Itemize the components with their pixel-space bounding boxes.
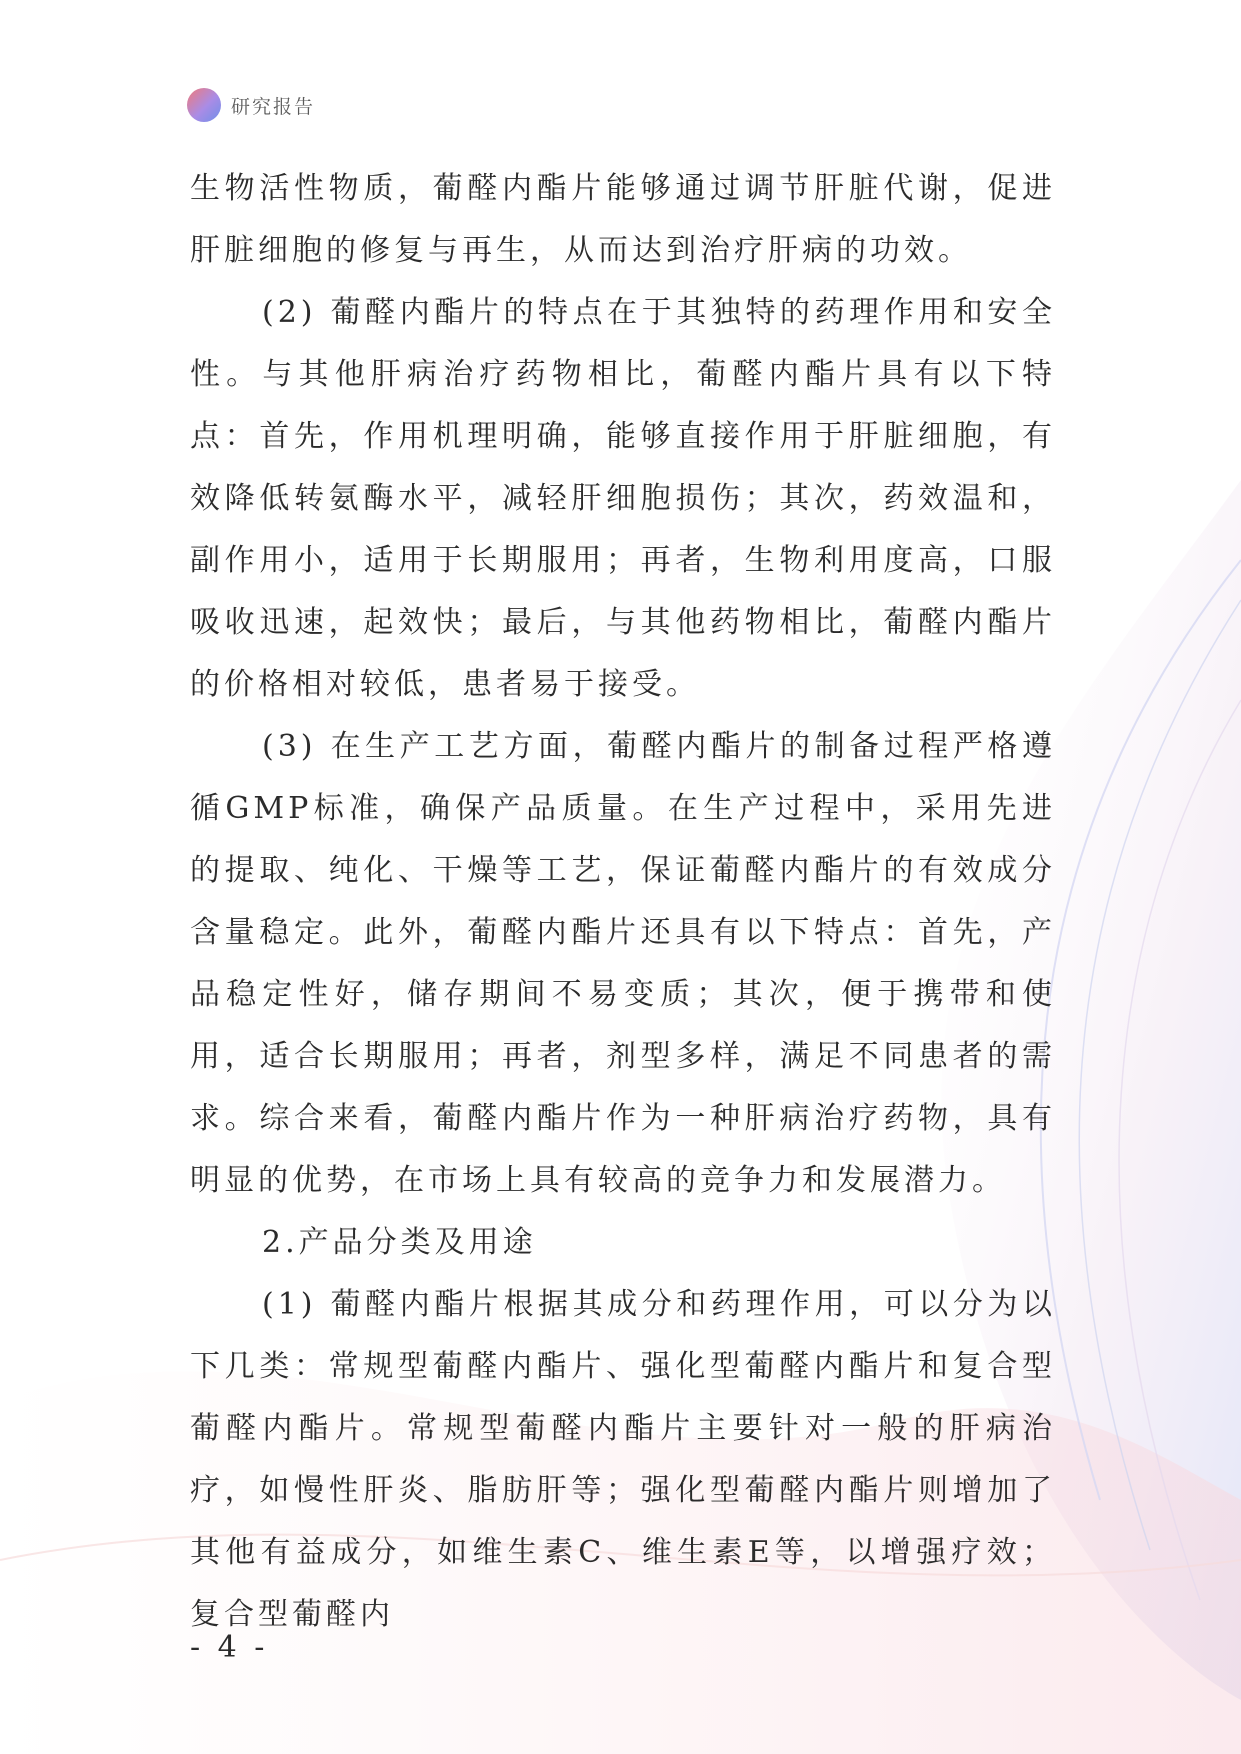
document-body <box>190 158 1056 1646</box>
paragraph-4: (1) 葡醛内酯片根据其成分和药理作用，可以分为以下几类：常规型葡醛内酯片、强化型葡醛内酯片和复合型葡醛内酯片。常规型葡醛内酯片主要针对一般的肝病治疗，如慢性肝炎、脂肪肝等；强化型葡醛内酯片则增加了其他有益成分，如维生素C、维生素E等，以增强疗效；复合型葡醛内 <box>190 1287 1056 1632</box>
paragraph-1: 生物活性物质，葡醛内酯片能够通过调节肝脏代谢，促进肝脏细胞的修复与再生，从而达到治疗肝病的功效。 <box>190 171 1056 268</box>
report-header <box>187 88 315 122</box>
paragraph-2: (2) 葡醛内酯片的特点在于其独特的药理作用和安全性。与其他肝病治疗药物相比，葡醛内酯片具有以下特点：首先，作用机理明确，能够直接作用于肝脏细胞，有效降低转氨酶水平，减轻肝细胞损伤；其次，药效温和，副作用小，适用于长期服用；再者，生物利用度高，口服吸收迅速，起效快；最后，与其他药物相比，葡醛内酯片的价格相对较低，患者易于接受。 <box>190 295 1056 702</box>
section-heading: 2.产品分类及用途 <box>262 1225 537 1260</box>
logo-icon <box>187 88 221 122</box>
page-number: - 4 - <box>190 1630 269 1665</box>
header-title: 研究报告 <box>231 95 316 118</box>
paragraph-3: (3) 在生产工艺方面，葡醛内酯片的制备过程严格遵循GMP标准，确保产品质量。在生产过程中，采用先进的提取、纯化、干燥等工艺，保证葡醛内酯片的有效成分含量稳定。此外，葡醛内酯片还具有以下特点：首先，产品稳定性好，储存期间不易变质；其次，便于携带和使用，适合长期服用；再者，剂型多样，满足不同患者的需求。综合来看，葡醛内酯片作为一种肝病治疗药物，具有明显的优势，在市场上具有较高的竞争力和发展潜力。 <box>190 729 1056 1198</box>
